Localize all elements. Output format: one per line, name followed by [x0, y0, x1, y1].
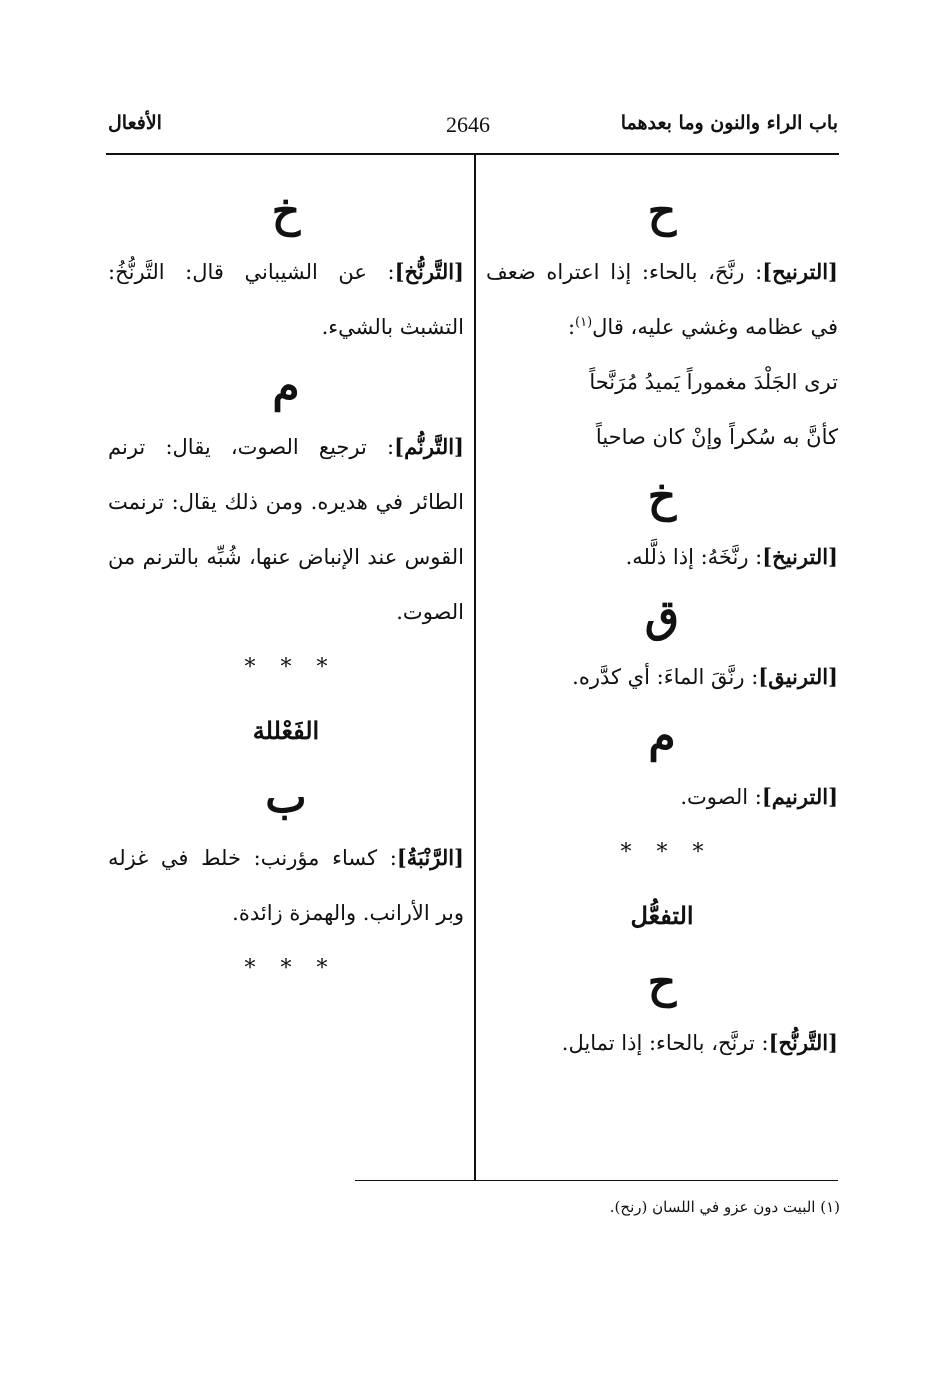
entry-ranbah [108, 830, 464, 941]
column-divider [474, 155, 476, 1180]
entry-term: [الرَّنْبَةُ] [396, 845, 464, 870]
verse-line-1: ترى الجَلْدَ مغموراً يَميدُ مُرَنَّحاً [589, 370, 838, 394]
entry-text: : عن الشيباني قال: التَّرنُّخُ: التشبث بالشيء. [108, 260, 464, 339]
entry-term: [الترنيح] [762, 259, 838, 284]
entry-term: [التَّرنُّح] [768, 1030, 838, 1055]
entry-text: : كساء مؤرنب: خلط في غزله وبر الأرانب. والهمزة زائدة. [108, 846, 464, 925]
section-title: الفَعْللة [252, 716, 320, 745]
verse-line-2: كأنَّ به سُكراً وإنْ كان صاحياً [595, 425, 838, 449]
entry-term: [التَّرنُّم] [394, 434, 464, 459]
entry-tarnih [486, 244, 838, 355]
entry-text: : رنَّحَ، بالحاء: إذا اعتراه ضعف في عظامه وغشي عليه، قال [486, 260, 838, 339]
entry-text: : ترنَّح، بالحاء: إذا تمايل. [561, 1031, 769, 1055]
section-separator: * * * [620, 840, 704, 865]
entry-term: [الترنيخ] [762, 544, 838, 569]
entry-tarnim [486, 769, 838, 825]
header-rule [106, 153, 839, 155]
letter-heading: خ [271, 186, 301, 237]
entry-term: [الترنيق] [758, 664, 838, 689]
entry-taranukh [108, 244, 464, 355]
letter-heading: م [648, 711, 676, 762]
running-head-section: الأفعال [108, 112, 162, 134]
letter-heading: ق [644, 591, 680, 642]
entry-text-tail: : [567, 315, 576, 339]
section-separator: * * * [244, 655, 328, 680]
entry-text: : الصوت. [680, 785, 762, 809]
entry-term: [الترنيم] [761, 784, 838, 809]
entry-term: [التَّرنُّخ] [394, 259, 464, 284]
entry-tarniq [486, 649, 838, 705]
entry-text: : رنَّقَ الماءَ: أي كدَّره. [572, 665, 759, 689]
letter-heading: ح [647, 957, 677, 1008]
footnote-ref: (١) [575, 315, 593, 330]
entry-tarnikh [486, 529, 838, 585]
entry-taranuh [486, 1015, 838, 1071]
entry-text: : رنَّخَهُ: إذا ذلَّله. [625, 545, 763, 569]
letter-heading: خ [647, 471, 677, 522]
letter-heading: م [272, 361, 300, 412]
running-head-chapter: باب الراء والنون وما بعدهما [620, 112, 838, 134]
letter-heading: ب [265, 772, 307, 823]
entry-taranum [108, 419, 464, 640]
entry-text: : ترجيع الصوت، يقال: ترنم الطائر في هديره. ومن ذلك يقال: ترنمت القوس عند الإنباض عنها، شُبِّه بالترنم من الصوت. [108, 435, 464, 624]
left-column [108, 180, 464, 997]
section-separator: * * * [244, 956, 328, 981]
letter-heading: ح [647, 186, 677, 237]
right-column [486, 180, 838, 1071]
footnote: (١) البيت دون عزو في اللسان (رنح). [609, 1198, 840, 1216]
footnote-rule [355, 1180, 838, 1181]
page-number: 2646 [446, 112, 490, 137]
section-title: التفعُّل [630, 901, 694, 930]
